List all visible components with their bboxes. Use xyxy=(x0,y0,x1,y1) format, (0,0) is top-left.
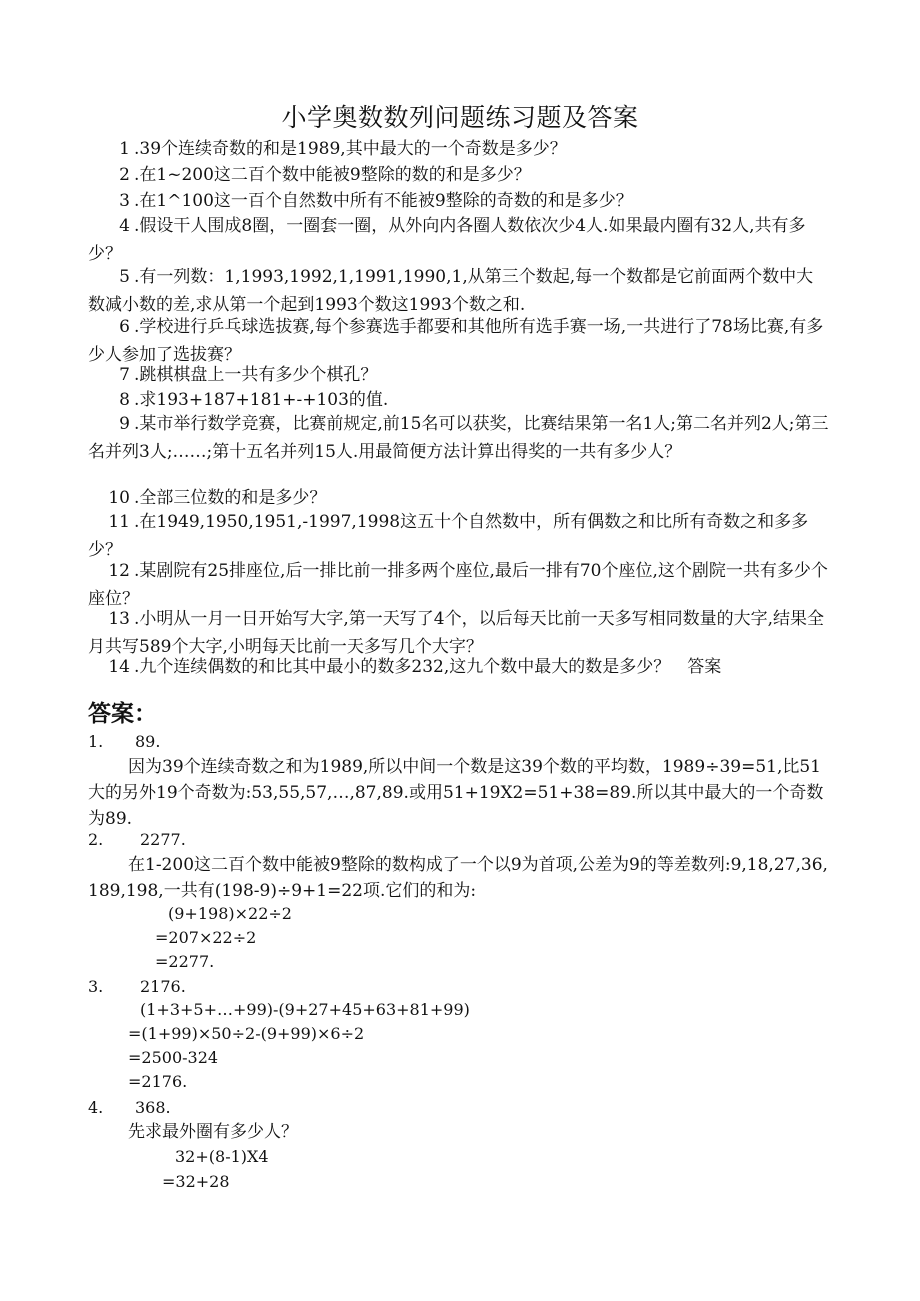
answers-heading: 答案： xyxy=(88,701,157,727)
question-14 xyxy=(88,653,830,681)
question-text: .全部三位数的和是多少？ xyxy=(134,488,327,508)
question-number: 1 xyxy=(119,139,130,159)
question-text: .小明从一月一日开始写大字,第一天写了4个，以后每天比前一天多写相同数量的大字,结果全月共写589个大字,小明每天比前一天多写几个大字？ xyxy=(88,609,825,657)
question-text: .学校进行乒乓球选拔赛,每个参赛选手都要和其他所有选手赛一场,一共进行了78场比赛,有多少人参加了选拔赛？ xyxy=(88,317,824,365)
formula-line: 32+(8-1)X4 xyxy=(175,1147,269,1166)
answer-number: 3. xyxy=(88,977,104,996)
question-7 xyxy=(88,361,830,389)
answer-explanation: 因为39个连续奇数之和为1989,所以中间一个数是这39个数的平均数，1989÷39=51,比51大的另外19个奇数为:53,55,57,…,87,89.或用51+19X2=51+38=89.所以其中最大的一个奇数为89. xyxy=(88,757,824,829)
formula-line: =2500-324 xyxy=(128,1048,219,1067)
question-4 xyxy=(88,212,830,268)
question-number: 4 xyxy=(119,216,130,236)
formula-line: =32+28 xyxy=(162,1172,230,1191)
question-text: .九个连续偶数的和比其中最小的数多232,这九个数中最大的数是多少？ 答案 xyxy=(134,657,722,677)
question-number: 10 xyxy=(108,488,130,508)
question-number: 6 xyxy=(119,317,130,337)
formula-line: =2277. xyxy=(155,952,215,971)
question-number: 7 xyxy=(119,365,130,385)
answer-number: 1. xyxy=(88,732,104,751)
question-number: 9 xyxy=(119,414,130,434)
answer-value: 2277. xyxy=(140,830,186,849)
answer-value: 368. xyxy=(135,1098,171,1117)
question-text: .某剧院有25排座位,后一排比前一排多两个座位,最后一排有70个座位,这个剧院一共有多少个座位？ xyxy=(88,561,828,609)
question-text: .某市举行数学竞赛，比赛前规定,前15名可以获奖，比赛结果第一名1人;第二名并列2人;第三名并列3人;……;第十五名并列15人.用最简便方法计算出得奖的一共有多少人？ xyxy=(88,414,829,462)
question-number: 13 xyxy=(108,609,130,629)
question-3 xyxy=(88,187,830,215)
formula-line: (9+198)×22÷2 xyxy=(168,904,292,923)
formula-line: (1+3+5+…+99)-(9+27+45+63+81+99) xyxy=(140,1000,470,1019)
question-5 xyxy=(88,263,830,319)
formula-line: =207×22÷2 xyxy=(155,928,257,947)
question-11 xyxy=(88,508,830,564)
answer-number: 4. xyxy=(88,1098,104,1117)
question-number: 2 xyxy=(119,165,130,185)
question-text: .在1~200这二百个数中能被9整除的数的和是多少？ xyxy=(134,165,531,185)
question-text: .假设干人围成8圈，一圈套一圈，从外向内各圈人数依次少4人.如果最内圈有32人,共有多少？ xyxy=(88,216,806,264)
answer-value: 2176. xyxy=(140,977,186,996)
question-number: 11 xyxy=(108,512,130,532)
question-2 xyxy=(88,161,830,189)
question-number: 5 xyxy=(119,267,130,287)
formula-line: =(1+99)×50÷2-(9+99)×6÷2 xyxy=(128,1024,365,1043)
formula-line: =2176. xyxy=(128,1072,188,1091)
question-text: .39个连续奇数的和是1989,其中最大的一个奇数是多少？ xyxy=(134,139,567,159)
page-title: 小学奥数数列问题练习题及答案 xyxy=(281,103,639,132)
question-number: 12 xyxy=(108,561,130,581)
answer-number: 2. xyxy=(88,830,104,849)
answer-explanation: 在1-200这二百个数中能被9整除的数构成了一个以9为首项,公差为9的等差数列:9,18,27,36, 189,198,一共有(198-9)÷9+1=22项.它们的和为: xyxy=(88,855,862,901)
question-number: 8 xyxy=(119,390,130,410)
question-text: .有一列数：1,1993,1992,1,1991,1990,1,从第三个数起,每一个数都是它前面两个数中大数减小数的差,求从第一个起到1993个数这1993个数之和. xyxy=(88,267,814,315)
question-number: 14 xyxy=(108,657,130,677)
question-number: 3 xyxy=(119,191,130,211)
question-text: .求193+187+181+-+103的值. xyxy=(134,390,389,410)
question-text: .在1^100这一百个自然数中所有不能被9整除的奇数的和是多少？ xyxy=(134,191,633,211)
answer-value: 89. xyxy=(135,732,161,751)
question-text: .在1949,1950,1951,-1997,1998这五十个自然数中，所有偶数之和比所有奇数之和多多少？ xyxy=(88,512,809,560)
question-1 xyxy=(88,135,830,163)
question-9 xyxy=(88,410,830,466)
question-text: .跳棋棋盘上一共有多少个棋孔？ xyxy=(134,365,378,385)
answer-explanation: 先求最外圈有多少人？ xyxy=(128,1122,298,1142)
